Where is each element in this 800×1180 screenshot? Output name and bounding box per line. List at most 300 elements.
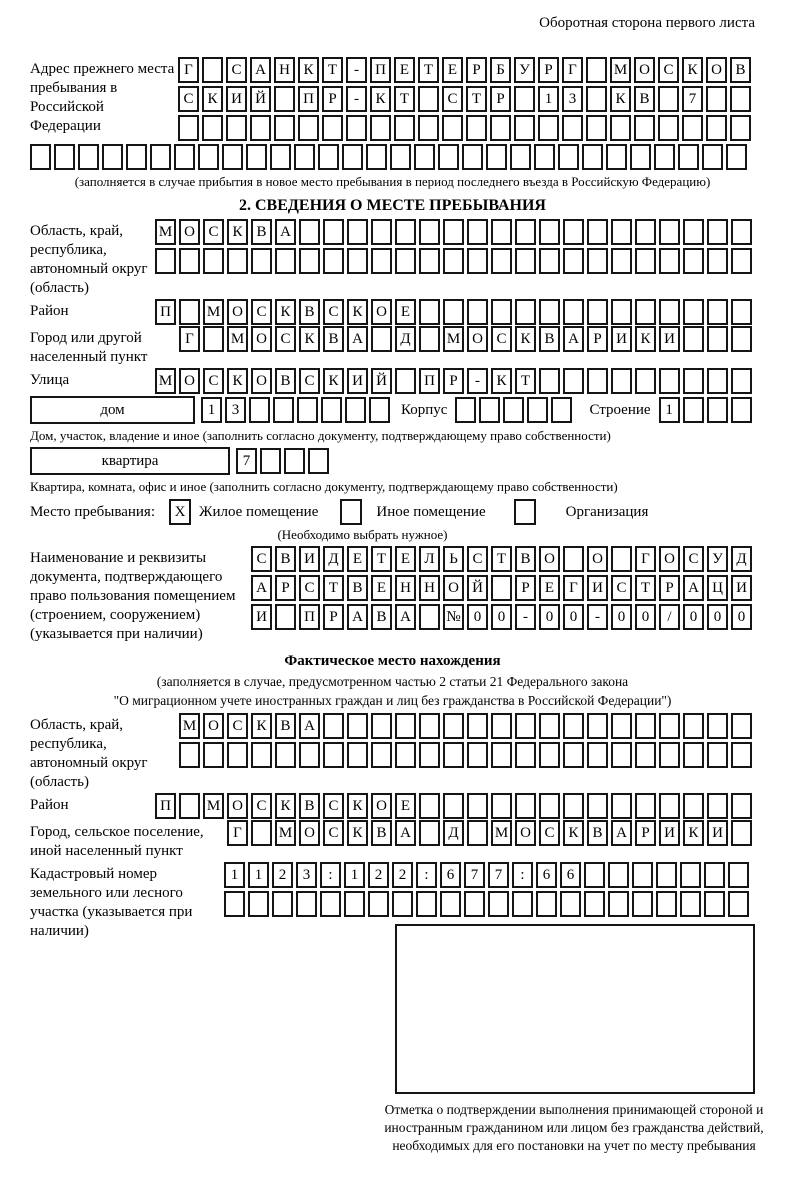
char-cell — [250, 115, 271, 141]
char-cell — [467, 820, 488, 846]
char-cell: М — [203, 793, 224, 819]
char-cell — [515, 713, 536, 739]
char-cell: Е — [395, 299, 416, 325]
char-cell — [706, 86, 727, 112]
char-cell — [371, 713, 392, 739]
char-cell — [659, 299, 680, 325]
actual-region-field — [30, 713, 755, 792]
apartment-caption: Квартира, комната, офис и иное (заполнить согласно документу, подтверждающему право собственности) — [30, 479, 618, 494]
char-cell — [682, 115, 703, 141]
char-cell — [251, 820, 272, 846]
char-cell: Р — [515, 575, 536, 601]
char-cell: О — [634, 57, 655, 83]
char-cell — [635, 368, 656, 394]
char-cell: С — [251, 793, 272, 819]
char-cell — [443, 713, 464, 739]
prev-address-row-4 — [30, 144, 755, 170]
char-cell — [515, 742, 536, 768]
char-cell — [419, 793, 440, 819]
char-cell: О — [227, 793, 248, 819]
char-cell: Г — [635, 546, 656, 572]
char-cell — [226, 115, 247, 141]
char-cell — [586, 57, 607, 83]
char-cell — [248, 891, 269, 917]
prev-address-caption: (заполняется в случае прибытия в новое место пребывания в период последнего въезда в Российскую Федерацию) — [74, 174, 711, 189]
char-cell — [683, 299, 704, 325]
char-cell — [274, 115, 295, 141]
char-cell: К — [347, 299, 368, 325]
char-cell — [563, 742, 584, 768]
district-field — [30, 299, 755, 325]
char-cell: Т — [394, 86, 415, 112]
char-cell: А — [395, 604, 416, 630]
char-cell: Г — [227, 820, 248, 846]
street-label: Улица — [30, 372, 70, 388]
char-cell — [438, 144, 459, 170]
char-cell: О — [179, 219, 200, 245]
char-cell: Д — [443, 820, 464, 846]
char-cell: 3 — [296, 862, 317, 888]
char-cell: : — [320, 862, 341, 888]
char-cell: И — [347, 368, 368, 394]
char-cell: О — [203, 713, 224, 739]
char-cell: К — [347, 793, 368, 819]
char-cell — [730, 86, 751, 112]
char-cell: 7 — [488, 862, 509, 888]
char-cell: Т — [515, 368, 536, 394]
char-cell: Е — [395, 793, 416, 819]
char-cell — [558, 144, 579, 170]
char-cell: С — [323, 820, 344, 846]
char-cell — [179, 299, 200, 325]
char-cell: Т — [635, 575, 656, 601]
char-cell — [563, 546, 584, 572]
char-cell — [178, 115, 199, 141]
char-cell — [443, 219, 464, 245]
char-cell — [562, 115, 583, 141]
char-cell — [369, 397, 390, 423]
char-cell: А — [683, 575, 704, 601]
char-cell: С — [442, 86, 463, 112]
char-cell — [632, 891, 653, 917]
char-cell: 1 — [224, 862, 245, 888]
char-cell — [198, 144, 219, 170]
char-cell: С — [539, 820, 560, 846]
char-cell — [272, 891, 293, 917]
prev-address-row-1 — [178, 57, 754, 83]
actual-city-label: Город, сельское поселение, иной населенный пункт — [30, 824, 204, 859]
char-cell — [418, 86, 439, 112]
char-cell: Р — [322, 86, 343, 112]
char-cell: О — [371, 299, 392, 325]
char-cell: 0 — [491, 604, 512, 630]
stroenie-label: Строение — [589, 401, 651, 418]
char-cell — [297, 397, 318, 423]
char-cell — [702, 144, 723, 170]
actual-region-row-2 — [179, 742, 755, 768]
char-cell — [707, 299, 728, 325]
char-cell — [395, 219, 416, 245]
char-cell — [440, 891, 461, 917]
char-cell — [442, 115, 463, 141]
char-cell — [249, 397, 270, 423]
korpus-label: Корпус — [401, 401, 448, 418]
char-cell: П — [298, 86, 319, 112]
char-cell: Д — [323, 546, 344, 572]
char-cell: : — [512, 862, 533, 888]
char-cell — [414, 144, 435, 170]
char-cell: - — [346, 86, 367, 112]
section2-title: 2. СВЕДЕНИЯ О МЕСТЕ ПРЕБЫВАНИЯ — [239, 197, 546, 214]
char-cell: К — [563, 820, 584, 846]
char-cell — [635, 793, 656, 819]
char-cell: 3 — [562, 86, 583, 112]
district-row — [155, 299, 755, 325]
char-cell: М — [155, 219, 176, 245]
char-cell — [630, 144, 651, 170]
actual-region-row-1 — [179, 713, 755, 739]
char-cell — [608, 891, 629, 917]
document-row-3 — [251, 604, 755, 630]
char-cell: К — [683, 820, 704, 846]
char-cell — [707, 793, 728, 819]
char-cell: А — [347, 604, 368, 630]
confirmation-mark-box — [395, 924, 755, 1094]
page-side-note: Оборотная сторона первого листа — [539, 15, 755, 31]
char-cell: Т — [466, 86, 487, 112]
char-cell — [491, 299, 512, 325]
char-cell — [659, 248, 680, 274]
char-cell — [491, 575, 512, 601]
char-cell: Т — [371, 546, 392, 572]
char-cell — [731, 820, 752, 846]
char-cell — [299, 219, 320, 245]
char-cell — [260, 448, 281, 474]
char-cell — [586, 86, 607, 112]
char-cell — [54, 144, 75, 170]
document-row-1 — [251, 546, 755, 572]
char-cell — [224, 891, 245, 917]
char-cell — [467, 219, 488, 245]
char-cell: 2 — [392, 862, 413, 888]
document-label: Наименование и реквизиты документа, подтверждающего право пользования помещением (строением, сооружением) (указывается при наличии) — [30, 550, 236, 642]
char-cell: О — [179, 368, 200, 394]
char-cell — [455, 397, 476, 423]
char-cell: В — [634, 86, 655, 112]
char-cell — [419, 604, 440, 630]
char-cell: С — [323, 793, 344, 819]
actual-location-caption-1: (заполняется в случае, предусмотренном частью 2 статьи 21 Федерального закона — [156, 674, 629, 689]
char-cell — [395, 742, 416, 768]
char-cell — [347, 713, 368, 739]
char-cell: Т — [491, 546, 512, 572]
char-cell — [419, 326, 440, 352]
char-cell — [345, 397, 366, 423]
char-cell: О — [539, 546, 560, 572]
char-cell — [390, 144, 411, 170]
char-cell — [490, 115, 511, 141]
char-cell — [563, 299, 584, 325]
char-cell — [539, 713, 560, 739]
char-cell: 6 — [560, 862, 581, 888]
char-cell — [126, 144, 147, 170]
char-cell: К — [275, 793, 296, 819]
stay-type-row — [30, 499, 755, 525]
char-cell — [486, 144, 507, 170]
char-cell: Н — [395, 575, 416, 601]
char-cell: К — [491, 368, 512, 394]
char-cell — [539, 219, 560, 245]
char-cell: А — [299, 713, 320, 739]
char-cell: В — [251, 219, 272, 245]
char-cell: П — [419, 368, 440, 394]
char-cell: Д — [395, 326, 416, 352]
char-cell — [728, 862, 749, 888]
char-cell — [174, 144, 195, 170]
char-cell — [251, 742, 272, 768]
char-cell: А — [563, 326, 584, 352]
char-cell — [563, 219, 584, 245]
char-cell: М — [443, 326, 464, 352]
char-cell: К — [347, 820, 368, 846]
actual-district-field — [30, 793, 755, 819]
char-cell — [202, 115, 223, 141]
char-cell — [514, 86, 535, 112]
char-cell: К — [682, 57, 703, 83]
char-cell — [587, 368, 608, 394]
char-cell: К — [610, 86, 631, 112]
char-cell — [527, 397, 548, 423]
char-cell: 7 — [464, 862, 485, 888]
char-cell: С — [467, 546, 488, 572]
char-cell — [479, 397, 500, 423]
char-cell — [635, 248, 656, 274]
char-cell — [611, 793, 632, 819]
char-cell — [443, 299, 464, 325]
apartment-cells — [236, 448, 332, 474]
char-cell: У — [707, 546, 728, 572]
cadastral-label: Кадастровый номер земельного или лесного участка (указывается при наличии) — [30, 866, 193, 939]
char-cell — [611, 219, 632, 245]
region-row-2 — [155, 248, 755, 274]
char-cell: Е — [371, 575, 392, 601]
char-cell: Н — [419, 575, 440, 601]
house-number-cells — [201, 397, 393, 423]
char-cell: И — [659, 326, 680, 352]
actual-district-label: Район — [30, 797, 69, 813]
char-cell — [611, 248, 632, 274]
char-cell — [539, 248, 560, 274]
checkbox-inoe — [340, 499, 362, 525]
char-cell — [654, 144, 675, 170]
char-cell: И — [587, 575, 608, 601]
char-cell — [731, 326, 752, 352]
char-cell: М — [275, 820, 296, 846]
char-cell — [683, 742, 704, 768]
char-cell — [683, 368, 704, 394]
char-cell — [273, 397, 294, 423]
char-cell — [539, 742, 560, 768]
region-field — [30, 219, 755, 298]
char-cell — [731, 219, 752, 245]
char-cell — [658, 86, 679, 112]
char-cell — [395, 368, 416, 394]
char-cell — [731, 713, 752, 739]
char-cell: К — [298, 57, 319, 83]
char-cell: К — [515, 326, 536, 352]
char-cell: Р — [323, 604, 344, 630]
char-cell — [416, 891, 437, 917]
char-cell: С — [658, 57, 679, 83]
char-cell: Г — [563, 575, 584, 601]
char-cell — [347, 219, 368, 245]
char-cell: Г — [562, 57, 583, 83]
char-cell — [371, 326, 392, 352]
city-label: Город или другой населенный пункт — [30, 330, 148, 365]
char-cell — [308, 448, 329, 474]
char-cell: О — [227, 299, 248, 325]
char-cell — [515, 793, 536, 819]
char-cell — [323, 219, 344, 245]
char-cell — [707, 742, 728, 768]
char-cell: П — [155, 299, 176, 325]
char-cell: С — [227, 713, 248, 739]
char-cell: 1 — [248, 862, 269, 888]
char-cell — [30, 144, 51, 170]
char-cell — [419, 299, 440, 325]
char-cell — [179, 248, 200, 274]
option-zhiloe-label: Жилое помещение — [199, 503, 319, 520]
char-cell: 0 — [563, 604, 584, 630]
street-row — [155, 368, 755, 394]
char-cell: Т — [322, 57, 343, 83]
char-cell: 1 — [538, 86, 559, 112]
char-cell — [203, 742, 224, 768]
char-cell: С — [491, 326, 512, 352]
house-box: дом — [30, 396, 195, 424]
char-cell — [392, 891, 413, 917]
cadastral-row-1 — [224, 862, 794, 888]
city-row — [179, 326, 755, 352]
char-cell — [582, 144, 603, 170]
char-cell — [683, 326, 704, 352]
char-cell — [659, 793, 680, 819]
char-cell: В — [515, 546, 536, 572]
char-cell — [491, 793, 512, 819]
char-cell: С — [611, 575, 632, 601]
district-label: Район — [30, 303, 69, 319]
char-cell: О — [587, 546, 608, 572]
char-cell — [587, 742, 608, 768]
char-cell — [587, 219, 608, 245]
char-cell — [203, 248, 224, 274]
char-cell — [587, 299, 608, 325]
char-cell — [683, 793, 704, 819]
char-cell: - — [515, 604, 536, 630]
char-cell: О — [443, 575, 464, 601]
apartment-row — [30, 447, 755, 475]
char-cell — [371, 248, 392, 274]
char-cell: М — [155, 368, 176, 394]
prev-address-row-3 — [178, 115, 754, 141]
char-cell — [467, 713, 488, 739]
char-cell: Р — [490, 86, 511, 112]
char-cell: Т — [418, 57, 439, 83]
char-cell — [587, 793, 608, 819]
char-cell — [462, 144, 483, 170]
char-cell: О — [659, 546, 680, 572]
char-cell — [659, 742, 680, 768]
char-cell — [659, 368, 680, 394]
house-caption: Дом, участок, владение и иное (заполнить согласно документу, подтверждающему право собственности) — [30, 428, 611, 443]
char-cell: И — [299, 546, 320, 572]
char-cell: К — [251, 713, 272, 739]
city-field — [30, 326, 755, 367]
char-cell — [275, 742, 296, 768]
char-cell — [467, 742, 488, 768]
char-cell — [606, 144, 627, 170]
char-cell: В — [539, 326, 560, 352]
document-field — [30, 546, 755, 644]
char-cell — [635, 713, 656, 739]
char-cell: К — [299, 326, 320, 352]
char-cell: 0 — [539, 604, 560, 630]
char-cell — [731, 368, 752, 394]
char-cell — [515, 248, 536, 274]
char-cell: О — [299, 820, 320, 846]
house-row — [30, 396, 755, 424]
char-cell: И — [611, 326, 632, 352]
char-cell — [683, 248, 704, 274]
char-cell: 1 — [344, 862, 365, 888]
char-cell — [491, 742, 512, 768]
char-cell — [707, 248, 728, 274]
char-cell — [635, 742, 656, 768]
char-cell — [275, 604, 296, 630]
char-cell — [534, 144, 555, 170]
char-cell: И — [226, 86, 247, 112]
char-cell — [635, 219, 656, 245]
actual-city-field — [30, 820, 755, 861]
char-cell — [704, 891, 725, 917]
char-cell — [503, 397, 524, 423]
char-cell — [707, 368, 728, 394]
char-cell — [563, 368, 584, 394]
char-cell: С — [203, 368, 224, 394]
char-cell — [726, 144, 747, 170]
char-cell: И — [731, 575, 752, 601]
char-cell — [563, 248, 584, 274]
char-cell — [443, 248, 464, 274]
char-cell: Й — [467, 575, 488, 601]
char-cell — [611, 368, 632, 394]
char-cell — [419, 742, 440, 768]
char-cell — [634, 115, 655, 141]
char-cell: В — [371, 604, 392, 630]
char-cell: В — [275, 713, 296, 739]
char-cell — [707, 219, 728, 245]
char-cell: 6 — [440, 862, 461, 888]
char-cell — [491, 248, 512, 274]
cadastral-row-2 — [224, 891, 794, 917]
char-cell: К — [227, 368, 248, 394]
char-cell: В — [371, 820, 392, 846]
char-cell — [179, 793, 200, 819]
korpus-cells — [455, 397, 575, 423]
char-cell — [275, 248, 296, 274]
char-cell: Г — [179, 326, 200, 352]
char-cell — [419, 219, 440, 245]
